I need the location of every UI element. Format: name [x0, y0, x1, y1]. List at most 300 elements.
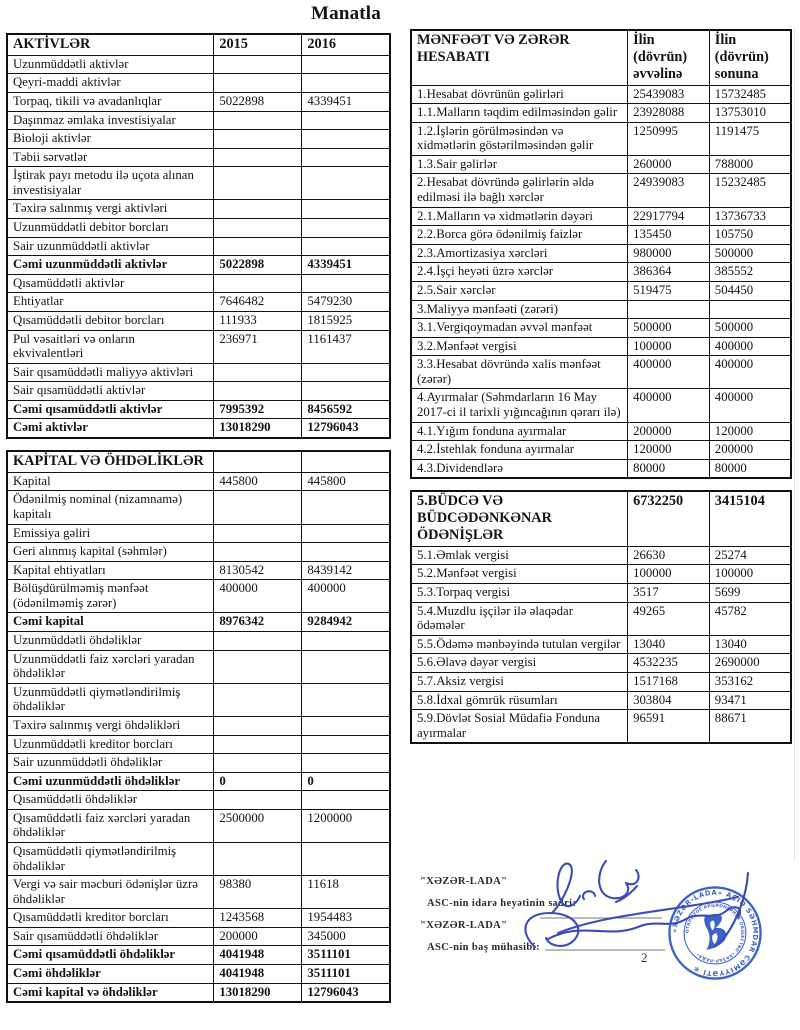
- row-value-2: [302, 524, 390, 543]
- table-row: [7, 111, 390, 130]
- row-label: Ödənilmiş nominal (nizamnamə) kapitalı: [7, 491, 214, 524]
- row-value-2: 504450: [709, 281, 791, 300]
- row-label: 3.2.Mənfəət vergisi: [411, 337, 628, 356]
- row-value-1: [214, 791, 302, 810]
- table-row: [411, 263, 791, 282]
- row-value-2: [302, 219, 390, 238]
- table-row: [7, 330, 390, 363]
- row-label: Uzunmüddətli debitor borcları: [7, 219, 214, 238]
- row-label: Torpaq, tikili və avadanlıqlar: [7, 93, 214, 112]
- pnl-header-label: MƏNFƏƏT VƏ ZƏRƏR HESABATI: [411, 30, 628, 85]
- row-value-1: 4041948: [214, 965, 302, 984]
- row-value-2: [302, 55, 390, 74]
- row-value-2: [302, 130, 390, 149]
- row-value-2: 45782: [709, 602, 791, 635]
- signatory-role-accountant: ASC-nin baş mühasibi:: [427, 942, 540, 953]
- row-value-1: 22917794: [628, 207, 710, 226]
- row-value-1: 5022898: [214, 93, 302, 112]
- table-row: [411, 459, 791, 478]
- table-row: [411, 602, 791, 635]
- profit-loss-column: [410, 29, 792, 755]
- row-value-2: [302, 683, 390, 716]
- row-value-1: [214, 363, 302, 382]
- table-row: [7, 524, 390, 543]
- table-row: [7, 876, 390, 909]
- row-value-2: [302, 650, 390, 683]
- row-label: Bioloji aktivlər: [7, 130, 214, 149]
- row-value-1: [214, 55, 302, 74]
- row-value-1: 236971: [214, 330, 302, 363]
- row-label: Cəmi kapital və öhdəliklər: [7, 983, 214, 1002]
- table-row: [7, 55, 390, 74]
- row-value-1: 135450: [628, 226, 710, 245]
- equity-liabilities-table: [6, 450, 391, 1003]
- table-row: [411, 104, 791, 123]
- table-row: [7, 754, 390, 773]
- row-value-2: [302, 167, 390, 200]
- row-value-2: 1954483: [302, 909, 390, 928]
- table-row: [411, 174, 791, 207]
- row-value-1: 5022898: [214, 256, 302, 275]
- row-value-2: 105750: [709, 226, 791, 245]
- row-label: 5.6.Əlavə dəyər vergisi: [411, 654, 628, 673]
- row-value-2: 4339451: [302, 256, 390, 275]
- row-label: 2.1.Malların və xidmətlərin dəyəri: [411, 207, 628, 226]
- table-row: [411, 226, 791, 245]
- pnl-header-period-start: İlin (dövrün) əvvəlinə: [628, 30, 710, 85]
- row-value-1: 445800: [214, 472, 302, 491]
- row-value-2: 13753010: [709, 104, 791, 123]
- row-value-1: 1243568: [214, 909, 302, 928]
- row-value-1: 1517168: [628, 672, 710, 691]
- row-value-2: 12796043: [302, 983, 390, 1002]
- row-label: 2.Hesabat dövründə gəlirlərin əldə edilməsi ilə bağlı xərclər: [411, 174, 628, 207]
- row-value-1: 7995392: [214, 400, 302, 419]
- row-value-1: 519475: [628, 281, 710, 300]
- row-label: 3.1.Vergiqoymadan əvvəl mənfəət: [411, 319, 628, 338]
- row-value-2: 5699: [709, 584, 791, 603]
- row-label: İştirak payı metodu ilə uçota alınan investisiyalar: [7, 167, 214, 200]
- row-value-1: 96591: [628, 710, 710, 744]
- table-row: [7, 683, 390, 716]
- table-row: [411, 635, 791, 654]
- row-label: Pul vəsaitləri və onların ekvivalentləri: [7, 330, 214, 363]
- row-value-1: 260000: [628, 155, 710, 174]
- table-row: [7, 293, 390, 312]
- table-row: [411, 422, 791, 441]
- row-value-2: 500000: [709, 319, 791, 338]
- table-row: [411, 389, 791, 422]
- equity-header-row: [7, 451, 390, 472]
- row-label: Uzunmüddətli öhdəliklər: [7, 632, 214, 651]
- row-value-2: [709, 300, 791, 319]
- row-label: 5.9.Dövlət Sosial Müdafiə Fonduna ayırmalar: [411, 710, 628, 744]
- row-value-2: 0: [302, 772, 390, 791]
- row-label: 3.Maliyyə mənfəəti (zərəri): [411, 300, 628, 319]
- row-value-1: 8130542: [214, 561, 302, 580]
- equity-header-col2: [302, 451, 390, 472]
- row-label: 2.5.Sair xərclər: [411, 281, 628, 300]
- row-value-2: [302, 74, 390, 93]
- row-value-1: 26630: [628, 546, 710, 565]
- row-value-2: 1191475: [709, 122, 791, 155]
- row-value-2: 11618: [302, 876, 390, 909]
- row-value-2: 93471: [709, 691, 791, 710]
- table-row: [7, 167, 390, 200]
- table-row: [7, 543, 390, 562]
- row-value-2: [302, 791, 390, 810]
- row-value-1: [214, 632, 302, 651]
- row-value-1: 400000: [628, 356, 710, 389]
- table-row: [411, 584, 791, 603]
- row-label: Bölüşdürülməmiş mənfəət (ödənilməmiş zərər): [7, 580, 214, 613]
- row-value-2: 5479230: [302, 293, 390, 312]
- row-value-1: 98380: [214, 876, 302, 909]
- row-label: 1.2.İşlərin görülməsindən və xidmətlərin göstərilməsindən gəlir: [411, 122, 628, 155]
- row-value-1: [214, 524, 302, 543]
- table-row: [7, 735, 390, 754]
- row-value-1: 8976342: [214, 613, 302, 632]
- row-value-2: 353162: [709, 672, 791, 691]
- budget-header-value-1: 6732250: [628, 491, 710, 546]
- signatory-company-1: "XƏZƏR-LADA": [420, 876, 508, 887]
- table-row: [7, 632, 390, 651]
- equity-header-col1: [214, 451, 302, 472]
- row-label: Cəmi aktivlər: [7, 419, 214, 438]
- table-row: [7, 256, 390, 275]
- table-row: [7, 274, 390, 293]
- table-row: [7, 237, 390, 256]
- row-value-1: 0: [214, 772, 302, 791]
- table-row: [411, 319, 791, 338]
- row-value-2: 2690000: [709, 654, 791, 673]
- table-row: [7, 650, 390, 683]
- row-value-1: 100000: [628, 337, 710, 356]
- row-value-1: 7646482: [214, 293, 302, 312]
- row-label: Kapital ehtiyatları: [7, 561, 214, 580]
- row-value-2: 80000: [709, 459, 791, 478]
- row-label: Kapital: [7, 472, 214, 491]
- row-label: 3.3.Hesabat dövründə xalis mənfəət (zərər): [411, 356, 628, 389]
- table-row: [7, 561, 390, 580]
- row-value-2: [302, 843, 390, 876]
- row-value-1: 24939083: [628, 174, 710, 207]
- row-label: Sair uzunmüddətli aktivlər: [7, 237, 214, 256]
- row-value-2: 345000: [302, 927, 390, 946]
- row-label: Qısamüddətli aktivlər: [7, 274, 214, 293]
- row-value-1: [214, 843, 302, 876]
- row-value-2: 12796043: [302, 419, 390, 438]
- row-value-2: 1815925: [302, 311, 390, 330]
- stamp-inner-text: ОТКРЫТОЕ АКЦИОНЕРНОЕ ОБЩЕСТВО «ХАЗАР-ЛАДА»: [684, 902, 746, 964]
- row-label: Uzunmüddətli faiz xərcləri yaradan öhdəliklər: [7, 650, 214, 683]
- table-row: [411, 441, 791, 460]
- row-label: 5.4.Muzdlu işçilər ilə əlaqədar ödəmələr: [411, 602, 628, 635]
- row-label: 5.8.İdxal gömrük rüsumları: [411, 691, 628, 710]
- row-value-1: 49265: [628, 602, 710, 635]
- row-value-1: 980000: [628, 244, 710, 263]
- row-value-1: [214, 200, 302, 219]
- row-value-1: [628, 300, 710, 319]
- row-label: Uzunmüddətli qiymətləndirilmiş öhdəliklər: [7, 683, 214, 716]
- row-label: 4.2.İstehlak fonduna ayırmalar: [411, 441, 628, 460]
- row-value-1: [214, 491, 302, 524]
- row-label: Qısamüddətli debitor borcları: [7, 311, 214, 330]
- row-value-2: 3511101: [302, 965, 390, 984]
- row-value-2: [302, 382, 390, 401]
- balance-sheet-column: [6, 33, 391, 1014]
- row-value-2: 100000: [709, 565, 791, 584]
- pnl-header-period-end: İlin (dövrün) sonuna: [709, 30, 791, 85]
- table-row: [7, 580, 390, 613]
- assets-header-label: AKTİVLƏR: [7, 34, 214, 55]
- equity-header-label: KAPİTAL VƏ ÖHDƏLİKLƏR: [7, 451, 214, 472]
- row-value-1: 4532235: [628, 654, 710, 673]
- row-value-1: [214, 683, 302, 716]
- row-value-2: 3511101: [302, 946, 390, 965]
- row-value-2: 4339451: [302, 93, 390, 112]
- row-label: Cəmi uzunmüddətli öhdəliklər: [7, 772, 214, 791]
- row-value-2: [302, 111, 390, 130]
- assets-header-2016: 2016: [302, 34, 390, 55]
- row-value-2: 200000: [709, 441, 791, 460]
- assets-table: [6, 33, 391, 439]
- budget-header-value-2: 3415104: [709, 491, 791, 546]
- row-value-1: 400000: [628, 389, 710, 422]
- table-row: [7, 613, 390, 632]
- row-value-1: [214, 754, 302, 773]
- row-label: Uzunmüddətli aktivlər: [7, 55, 214, 74]
- table-row: [7, 311, 390, 330]
- row-label: Cəmi kapital: [7, 613, 214, 632]
- table-row: [411, 155, 791, 174]
- row-label: Sair qısamüddətli öhdəliklər: [7, 927, 214, 946]
- row-value-2: [302, 237, 390, 256]
- row-label: Cəmi qısamüddətli aktivlər: [7, 400, 214, 419]
- table-row: [411, 710, 791, 744]
- row-value-2: 120000: [709, 422, 791, 441]
- table-row: [411, 654, 791, 673]
- table-row: [411, 672, 791, 691]
- row-value-2: 788000: [709, 155, 791, 174]
- table-row: [7, 927, 390, 946]
- row-value-1: 200000: [214, 927, 302, 946]
- row-label: Emissiya gəliri: [7, 524, 214, 543]
- row-value-2: 500000: [709, 244, 791, 263]
- row-label: Sair qısamüddətli maliyyə aktivləri: [7, 363, 214, 382]
- row-label: 2.2.Borca görə ödənilmiş faizlər: [411, 226, 628, 245]
- row-label: Qeyri-maddi aktivlər: [7, 74, 214, 93]
- row-value-2: 400000: [709, 337, 791, 356]
- accountant-signature: [525, 873, 748, 947]
- row-label: Qısamüddətli faiz xərcləri yaradan öhdəliklər: [7, 809, 214, 842]
- budget-header-label: 5.BÜDCƏ VƏ BÜDCƏDƏNKƏNAR ÖDƏNİŞLƏR: [411, 491, 628, 546]
- table-row: [7, 983, 390, 1002]
- row-label: 5.2.Mənfəət vergisi: [411, 565, 628, 584]
- row-value-2: 400000: [302, 580, 390, 613]
- row-value-1: [214, 650, 302, 683]
- row-value-2: 8456592: [302, 400, 390, 419]
- row-value-2: 15232485: [709, 174, 791, 207]
- table-row: [7, 382, 390, 401]
- row-label: 5.5.Ödəmə mənbəyində tutulan vergilər: [411, 635, 628, 654]
- row-value-1: [214, 543, 302, 562]
- row-value-1: [214, 274, 302, 293]
- row-value-2: [302, 200, 390, 219]
- row-value-2: [302, 491, 390, 524]
- row-value-2: 1161437: [302, 330, 390, 363]
- row-value-1: [214, 716, 302, 735]
- table-row: [7, 909, 390, 928]
- row-value-1: 111933: [214, 311, 302, 330]
- table-row: [7, 130, 390, 149]
- table-row: [7, 843, 390, 876]
- budget-payments-table: [410, 490, 792, 744]
- table-row: [7, 363, 390, 382]
- row-label: Qısamüddətli qiymətləndirilmiş öhdəliklər: [7, 843, 214, 876]
- table-row: [7, 491, 390, 524]
- signatory-role-chairman: ASC-nin idarə heyətinin sədri:: [427, 898, 577, 909]
- row-label: Təxirə salınmış vergi aktivləri: [7, 200, 214, 219]
- table-row: [411, 244, 791, 263]
- row-value-2: [302, 274, 390, 293]
- table-row: [411, 691, 791, 710]
- row-value-1: 3517: [628, 584, 710, 603]
- chairman-signature: [552, 861, 639, 913]
- page-number: 2: [641, 950, 648, 965]
- row-value-2: 13040: [709, 635, 791, 654]
- pnl-header-row: [411, 30, 791, 85]
- table-row: [7, 946, 390, 965]
- row-value-1: [214, 111, 302, 130]
- row-label: Qısamüddətli kreditor borcları: [7, 909, 214, 928]
- row-label: Təxirə salınmış vergi öhdəlikləri: [7, 716, 214, 735]
- row-label: 2.3.Amortizasiya xərcləri: [411, 244, 628, 263]
- table-row: [411, 85, 791, 104]
- page-title: Manatla: [310, 3, 381, 24]
- table-row: [411, 356, 791, 389]
- table-row: [7, 93, 390, 112]
- table-row: [7, 791, 390, 810]
- table-row: [411, 281, 791, 300]
- row-value-1: 303804: [628, 691, 710, 710]
- row-value-1: 100000: [628, 565, 710, 584]
- row-value-1: [214, 167, 302, 200]
- row-label: Vergi və sair məcburi ödənişlər üzrə öhdəliklər: [7, 876, 214, 909]
- row-value-2: [302, 363, 390, 382]
- row-value-2: 385552: [709, 263, 791, 282]
- row-value-2: 13736733: [709, 207, 791, 226]
- row-value-2: 400000: [709, 356, 791, 389]
- row-value-2: [302, 716, 390, 735]
- signatures-overlay: [490, 855, 790, 995]
- row-label: 2.4.İşçi heyəti üzrə xərclər: [411, 263, 628, 282]
- table-row: [411, 337, 791, 356]
- row-label: 5.3.Torpaq vergisi: [411, 584, 628, 603]
- row-label: Cəmi qısamüddətli öhdəliklər: [7, 946, 214, 965]
- row-value-2: [302, 632, 390, 651]
- table-row: [411, 546, 791, 565]
- signatory-company-2: "XƏZƏR-LADA": [420, 920, 508, 931]
- row-value-1: 13018290: [214, 419, 302, 438]
- row-value-1: 1250995: [628, 122, 710, 155]
- row-value-1: 2500000: [214, 809, 302, 842]
- row-label: 1.3.Sair gəlirlər: [411, 155, 628, 174]
- table-row: [7, 148, 390, 167]
- row-value-1: [214, 382, 302, 401]
- row-value-1: 4041948: [214, 946, 302, 965]
- row-value-1: 500000: [628, 319, 710, 338]
- row-label: Qısamüddətli öhdəliklər: [7, 791, 214, 810]
- row-label: 1.1.Malların təqdim edilməsindən gəlir: [411, 104, 628, 123]
- row-value-1: 23928088: [628, 104, 710, 123]
- row-label: Sair uzunmüddətli öhdəliklər: [7, 754, 214, 773]
- row-label: Cəmi öhdəliklər: [7, 965, 214, 984]
- row-value-1: 400000: [214, 580, 302, 613]
- stamp-outer-text: «XƏZƏR-LADA» AÇIQ SƏHMDAR CƏMİYYƏTİ ✻: [670, 888, 760, 978]
- row-label: Daşınmaz əmlaka investisiyalar: [7, 111, 214, 130]
- table-row: [7, 965, 390, 984]
- profit-loss-table: [410, 29, 792, 479]
- table-row: [7, 400, 390, 419]
- table-row: [411, 207, 791, 226]
- table-row: [7, 74, 390, 93]
- row-value-1: 13040: [628, 635, 710, 654]
- row-value-1: 200000: [628, 422, 710, 441]
- row-value-2: 25274: [709, 546, 791, 565]
- row-label: 4.Ayırmalar (Səhmdarların 16 May 2017-ci il tarixli yığıncağının qərarı ilə): [411, 389, 628, 422]
- table-row: [7, 419, 390, 438]
- row-value-2: 1200000: [302, 809, 390, 842]
- row-value-1: [214, 148, 302, 167]
- row-value-1: 386364: [628, 263, 710, 282]
- row-label: Sair qısamüddətli aktivlər: [7, 382, 214, 401]
- table-row: [7, 809, 390, 842]
- table-row: [411, 122, 791, 155]
- row-value-1: [214, 74, 302, 93]
- row-value-2: [302, 543, 390, 562]
- row-value-1: [214, 735, 302, 754]
- budget-header-row: [411, 491, 791, 546]
- row-label: 4.3.Dividendlərə: [411, 459, 628, 478]
- page-edge-line: [794, 28, 795, 860]
- assets-header-2015: 2015: [214, 34, 302, 55]
- table-row: [7, 716, 390, 735]
- row-value-1: 120000: [628, 441, 710, 460]
- row-value-1: 80000: [628, 459, 710, 478]
- row-value-2: [302, 754, 390, 773]
- row-label: 5.7.Aksiz vergisi: [411, 672, 628, 691]
- row-label: Cəmi uzunmüddətli aktivlər: [7, 256, 214, 275]
- row-label: 1.Hesabat dövrünün gəlirləri: [411, 85, 628, 104]
- row-value-1: 13018290: [214, 983, 302, 1002]
- row-value-2: 8439142: [302, 561, 390, 580]
- row-value-2: 445800: [302, 472, 390, 491]
- row-label: Ehtiyatlar: [7, 293, 214, 312]
- table-row: [7, 772, 390, 791]
- row-value-2: 9284942: [302, 613, 390, 632]
- row-label: 5.1.Əmlak vergisi: [411, 546, 628, 565]
- table-row: [411, 300, 791, 319]
- row-value-2: [302, 735, 390, 754]
- table-row: [411, 565, 791, 584]
- row-value-2: [302, 148, 390, 167]
- table-row: [7, 472, 390, 491]
- row-value-1: [214, 219, 302, 238]
- row-value-2: 88671: [709, 710, 791, 744]
- table-row: [7, 219, 390, 238]
- row-value-1: [214, 237, 302, 256]
